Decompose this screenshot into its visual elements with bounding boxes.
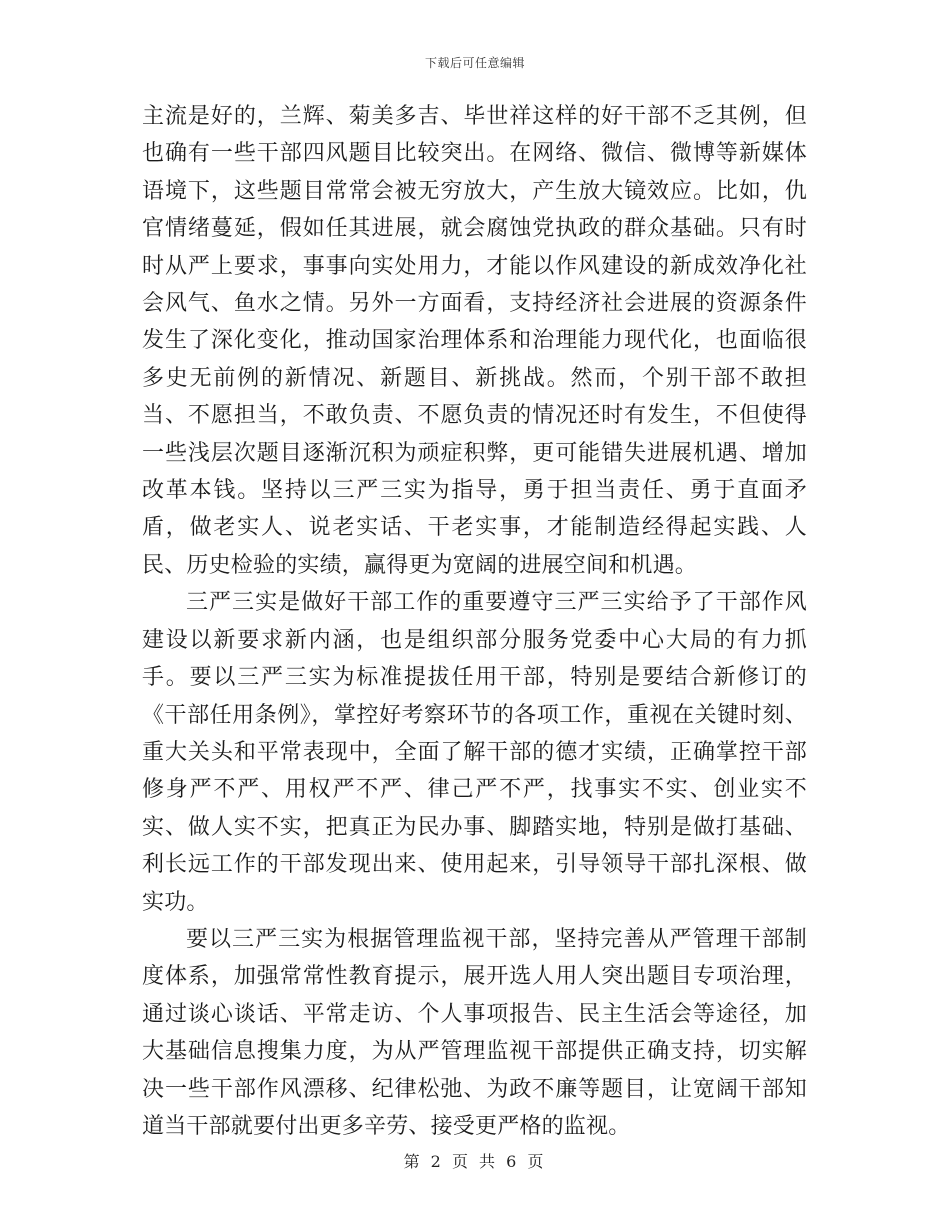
page-header: 下载后可任意编辑 xyxy=(424,56,525,70)
document-body xyxy=(142,98,807,1145)
paragraph-1: 主流是好的，兰辉、菊美多吉、毕世祥这样的好干部不乏其例，但也确有一些干部四风题目比较突出。在网络、微信、微博等新媒体语境下，这些题目常常会被无穷放大，产生放大镜效应。比如，仇官情绪蔓延，假如任其进展，就会腐蚀党执政的群众基础。只有时时从严上要求，事事向实处用力，才能以作风建设的新成效净化社会风气、鱼水之情。另外一方面看，支持经济社会进展的资源条件发生了深化变化，推动国家治理体系和治理能力现代化，也面临很多史无前例的新情况、新题目、新挑战。然而，个别干部不敢担当、不愿担当，不敢负责、不愿负责的情况还时有发生，不但使得一些浅层次题目逐渐沉积为顽症积弊，更可能错失进展机遇、增加改革本钱。坚持以三严三实为指导，勇于担当责任、勇于直面矛盾，做老实人、说老实话、干老实事，才能制造经得起实践、人民、历史检验的实绩，赢得更为宽阔的进展空间和机遇。 xyxy=(142,104,807,578)
page-number: 第 2 页 共 6 页 xyxy=(403,1152,547,1171)
paragraph-3: 要以三严三实为根据管理监视干部，坚持完善从严管理干部制度体系，加强常常性教育提示，展开选人用人突出题目专项治理，通过谈心谈话、平常走访、个人事项报告、民主生活会等途径，加大基础信息搜集力度，为从严管理监视干部提供正确支持，切实解决一些干部作风漂移、纪律松弛、为政不廉等题目，让宽阔干部知道当干部就要付出更多辛劳、接受更严格的监视。 xyxy=(142,926,807,1139)
paragraph-2: 三严三实是做好干部工作的重要遵守三严三实给予了干部作风建设以新要求新内涵，也是组织部分服务党委中心大局的有力抓手。要以三严三实为标准提拔任用干部，特别是要结合新修订的《干部任用条例》，掌控好考察环节的各项工作，重视在关键时刻、重大关头和平常表现中，全面了解干部的德才实绩，正确掌控干部修身严不严、用权严不严、律己严不严，找事实不实、创业实不实、做人实不实，把真正为民办事、脚踏实地，特别是做打基础、利长远工作的干部发现出来、使用起来，引导领导干部扎深根、做实功。 xyxy=(142,590,807,915)
